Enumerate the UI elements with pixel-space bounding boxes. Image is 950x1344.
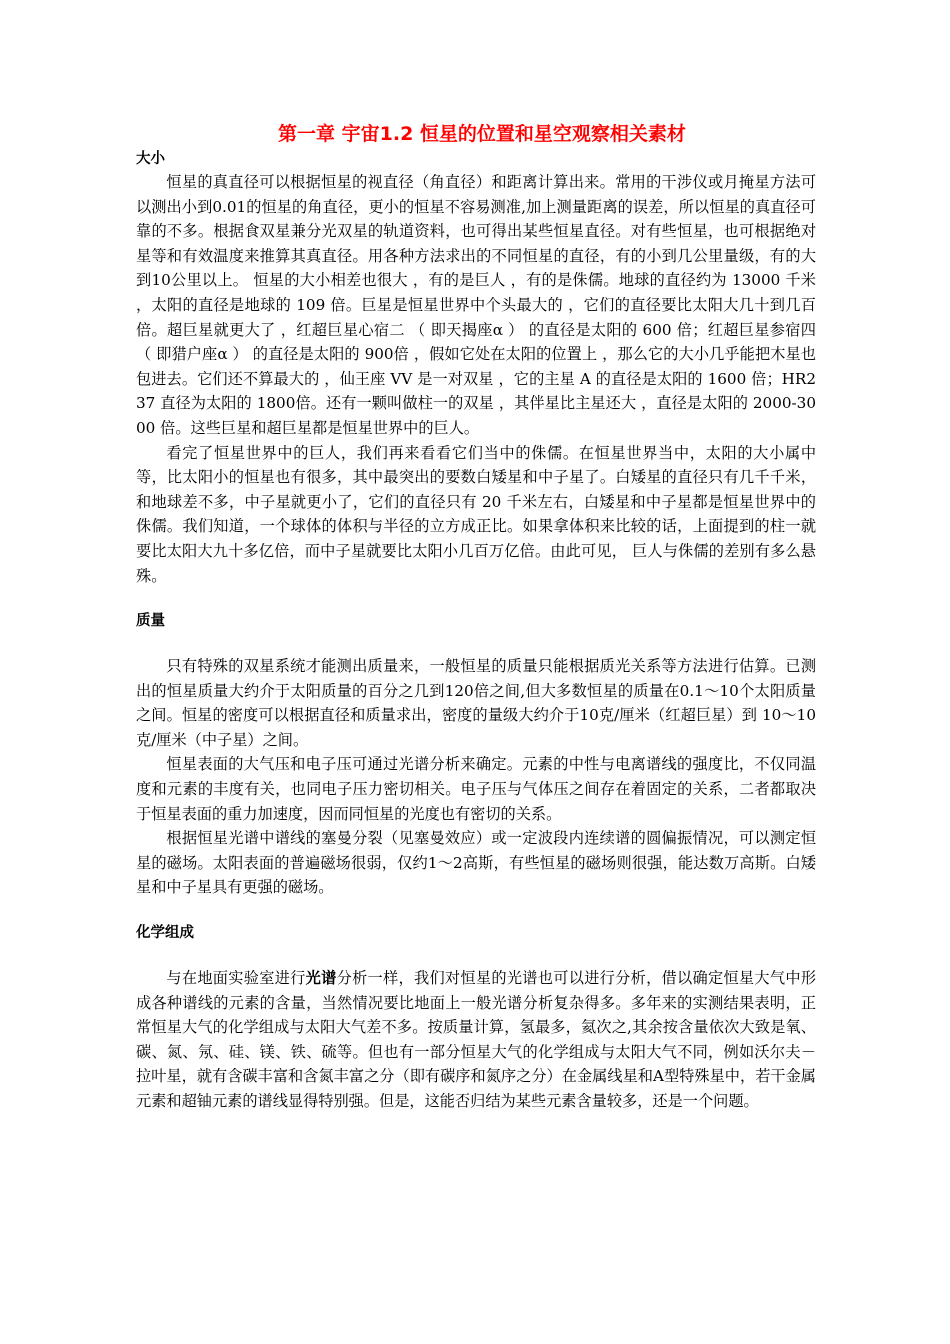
paragraph: 根据恒星光谱中谱线的塞曼分裂（见塞曼效应）或一定波段内连续谱的圆偏振情况，可以测定恒星的磁场。太阳表面的普遍磁场很弱，仅约1～2高斯，有些恒星的磁场则很强，能达数万高斯。白矮星和中子星具有更强的磁场。 — [136, 829, 816, 897]
spacer — [136, 588, 816, 610]
section-heading-chemical-composition: 化学组成 — [136, 925, 194, 942]
paragraph: 只有特殊的双星系统才能测出质量来，一般恒星的质量只能根据质光关系等方法进行估算。已测出的恒星质量大约介于太阳质量的百分之几到120倍之间,但大多数恒星的质量在0.1～10个太阳质量之间。恒星的密度可以根据直径和质量求出，密度的量级大约介于10克/厘米（红超巨星）到 10～10克/厘米（中子星）之间。 — [136, 657, 816, 749]
section-heading-mass: 质量 — [136, 613, 165, 630]
spacer — [136, 944, 816, 966]
paragraph-rest: 分析一样，我们对恒星的光谱也可以进行分析，借以确定恒星大气中形成各种谱线的元素的含量，当然情况要比地面上一般光谱分析复杂得多。多年来的实测结果表明，正常恒星大气的化学组成与太阳大气差不多。按质量计算，氢最多，氦次之,其余按含量依次大致是氧、碳、氮、氖、硅、镁、铁、硫等。但也有一部分恒星大气的化学组成与太阳大气不同，例如沃尔夫－拉叶星，就有含碳丰富和含氮丰富之分（即有碳序和氮序之分）在金属线星和A型特殊星中，若干金属元素和超铀元素的谱线显得特别强。但是，这能否归结为某些元素含量较多，还是一个问题。 — [136, 969, 817, 1110]
section-chemical-composition — [136, 922, 816, 1114]
section-heading-size: 大小 — [136, 151, 165, 167]
paragraph: 恒星表面的大气压和电子压可通过光谱分析来确定。元素的中性与电离谱线的强度比，不仅同温度和元素的丰度有关，也同电子压力密切相关。电子压与气体压之间存在着固定的关系，二者都取决于恒星表面的重力加速度，因而同恒星的光度也有密切的关系。 — [136, 755, 816, 823]
spectrum-term: 光谱 — [305, 969, 337, 988]
spacer — [136, 900, 816, 922]
document-title: 第一章 宇宙1.2 恒星的位置和星空观察相关素材 — [278, 123, 686, 145]
section-mass — [136, 610, 816, 900]
paragraph-lead: 与在地面实验室进行 — [166, 969, 306, 988]
document-body — [136, 120, 816, 1114]
section-size — [136, 148, 816, 588]
spacer — [136, 632, 816, 654]
paragraph — [136, 966, 816, 1114]
paragraph: 看完了恒星世界中的巨人，我们再来看看它们当中的侏儒。在恒星世界当中，太阳的大小属中等，比太阳小的恒星也有很多，其中最突出的要数白矮星和中子星了。白矮星的直径只有几千千米，和地球差不多，中子星就更小了，它们的直径只有 20 千米左右，白矮星和中子星都是恒星世界中的侏儒。我们知道，一个球体的体积与半径的立方成正比。如果拿体积来比较的话，上面提到的柱一就要比太阳大九十多亿倍，而中子星就要比太阳小几百万亿倍。由此可见， 巨人与侏儒的差别有多么悬殊。 — [136, 443, 816, 585]
paragraph: 恒星的真直径可以根据恒星的视直径（角直径）和距离计算出来。常用的干涉仪或月掩星方法可以测出小到0.01的恒星的角直径，更小的恒星不容易测准,加上测量距离的误差，所以恒星的真直径可靠的不多。根据食双星兼分光双星的轨道资料，也可得出某些恒星直径。对有些恒星，也可根据绝对星等和有效温度来推算其真直径。用各种方法求出的不同恒星的直径，有的小到几公里量级，有的大到10公里以上。 恒星的大小相差也很大 ，有的是巨人 ，有的是侏儒。地球的直径约为 13000 千米 ，太阳的直径是地球的 109 倍。巨星是恒星世界中个头最大的 ，它们的直径要比太阳大几十到几百倍。超巨星就更大了 ，红超巨星心宿二 （ 即天揭座α ） 的直径是太阳的 600 倍；红超巨星参宿四 （ 即猎户座α ） 的直径是太阳的 900倍 ，假如它处在太阳的位置上 ，那么它的大小几乎能把木星也包进去。它们还不算最大的 ，仙王座 VV 是一对双星 ，它的主星 A 的直径是太阳的 1600 倍；HR237 直径为太阳的 1800倍。还有一颗叫做柱一的双星 ，其伴星比主星还大 ，直径是太阳的 2000-3000 倍。这些巨星和超巨星都是恒星世界中的巨人。 — [136, 173, 816, 437]
